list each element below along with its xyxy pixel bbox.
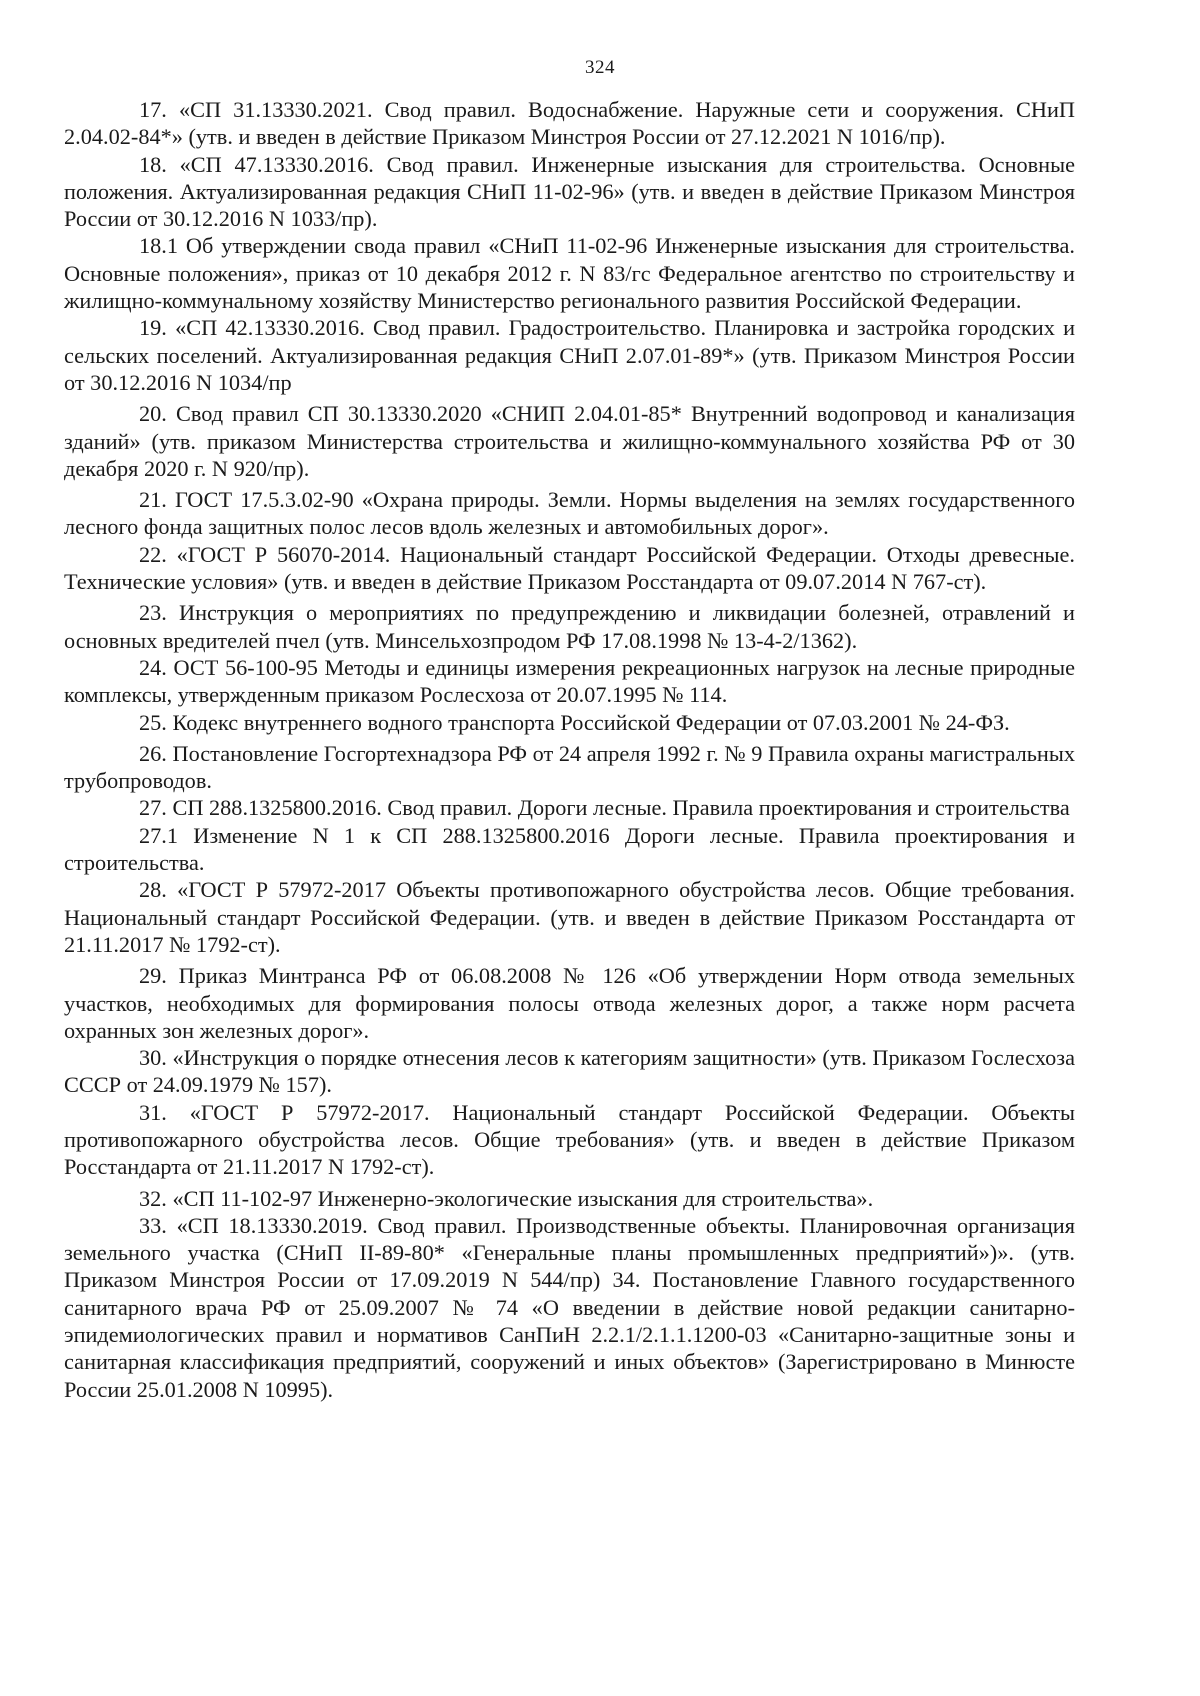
reference-item-18-1: 18.1 Об утверждении свода правил «СНиП 11-02-96 Инженерные изыскания для строительства. Основные положения», приказ от 10 декабря 2012 г. N 83/гс Федеральное агентство по строительству и жилищно-коммунальному хозяйству Министерство регионального развития Российской Федерации.	[64, 233, 1075, 314]
reference-item-18: 18. «СП 47.13330.2016. Свод правил. Инженерные изыскания для строительства. Основные положения. Актуализированная редакция СНиП 11-02-96» (утв. и введен в действие Приказом Минстроя России от 30.12.2016 N 1033/пр).	[64, 151, 1075, 232]
reference-item-17: 17. «СП 31.13330.2021. Свод правил. Водоснабжение. Наружные сети и сооружения. СНиП 2.04.02-84*» (утв. и введен в действие Приказом Минстроя России от 27.12.2021 N 1016/пр).	[64, 97, 1075, 150]
page-number: 324	[585, 57, 615, 78]
reference-list	[64, 96, 1075, 1403]
reference-item-27-1: 27.1 Изменение N 1 к СП 288.1325800.2016 Дороги лесные. Правила проектирования и строительства.	[64, 822, 1075, 876]
reference-item-30: 30. «Инструкция о порядке отнесения лесов к категориям защитности» (утв. Приказом Гослесхоза СССР от 24.09.1979 № 157).	[64, 1045, 1075, 1098]
reference-item-23: 23. Инструкция о мероприятиях по предупреждению и ликвидации болезней, отравлений и основных вредителей пчел (утв. Минсельхозпродом РФ 17.08.1998 № 13-4-2/1362).	[64, 600, 1075, 653]
reference-item-21: 21. ГОСТ 17.5.3.02-90 «Охрана природы. Земли. Нормы выделения на землях государственного лесного фонда защитных полос лесов вдоль железных и автомобильных дорог».	[64, 487, 1075, 540]
reference-item-26: 26. Постановление Госгортехнадзора РФ от 24 апреля 1992 г. № 9 Правила охраны магистральных трубопроводов.	[64, 740, 1075, 794]
reference-item-28: 28. «ГОСТ Р 57972-2017 Объекты противопожарного обустройства лесов. Общие требования. Национальный стандарт Российской Федерации. (утв. и введен в действие Приказом Росстандарта от 21.11.2017 № 1792-ст).	[64, 877, 1075, 957]
reference-item-24: 24. ОСТ 56-100-95 Методы и единицы измерения рекреационных нагрузок на лесные природные комплексы, утвержденным приказом Рослесхоза от 20.07.1995 № 114.	[64, 654, 1075, 708]
reference-item-25: 25. Кодекс внутреннего водного транспорта Российской Федерации от 07.03.2001 № 24-ФЗ.	[139, 709, 1010, 735]
reference-item-33: 33. «СП 18.13330.2019. Свод правил. Производственные объекты. Планировочная организация земельного участка (СНиП II-89-80* «Генеральные планы промышленных предприятий»)». (утв. Приказом Минстроя России от 17.09.2019 N 544/пр) 34. Постановление Главного государственного санитарного врача РФ от 25.09.2007 № 74 «О введении в действие новой редакции санитарно-эпидемиологических правил и нормативов СанПиН 2.2.1/2.1.1.1200-03 «Санитарно-защитные зоны и санитарная классификация предприятий, сооружений и иных объектов» (Зарегистрировано в Минюсте России 25.01.2008 N 10995).	[64, 1212, 1075, 1402]
reference-item-22: 22. «ГОСТ Р 56070-2014. Национальный стандарт Российской Федерации. Отходы древесные. Технические условия» (утв. и введен в действие Приказом Росстандарта от 09.07.2014 N 767-ст).	[64, 541, 1075, 595]
reference-item-27: 27. СП 288.1325800.2016. Свод правил. Дороги лесные. Правила проектирования и строительства	[139, 795, 1070, 821]
reference-item-31: 31. «ГОСТ Р 57972-2017. Национальный стандарт Российской Федерации. Объекты противопожарного обустройства лесов. Общие требования» (утв. и введен в действие Приказом Росстандарта от 21.11.2017 N 1792-ст).	[64, 1099, 1075, 1180]
reference-item-32: 32. «СП 11-102-97 Инженерно-экологические изыскания для строительства».	[139, 1185, 874, 1211]
reference-item-19: 19. «СП 42.13330.2016. Свод правил. Градостроительство. Планировка и застройка городских и сельских поселений. Актуализированная редакция СНиП 2.07.01-89*» (утв. Приказом Минстроя России от 30.12.2016 N 1034/пр	[64, 315, 1075, 395]
reference-item-29: 29. Приказ Минтранса РФ от 06.08.2008 № 126 «Об утверждении Норм отвода земельных участков, необходимых для формирования полосы отвода железных дорог, а также норм расчета охранных зон железных дорог».	[64, 963, 1075, 1043]
reference-item-20: 20. Свод правил СП 30.13330.2020 «СНИП 2.04.01-85* Внутренний водопровод и канализация зданий» (утв. приказом Министерства строительства и жилищно-коммунального хозяйства РФ от 30 декабря 2020 г. N 920/пр).	[64, 401, 1075, 481]
